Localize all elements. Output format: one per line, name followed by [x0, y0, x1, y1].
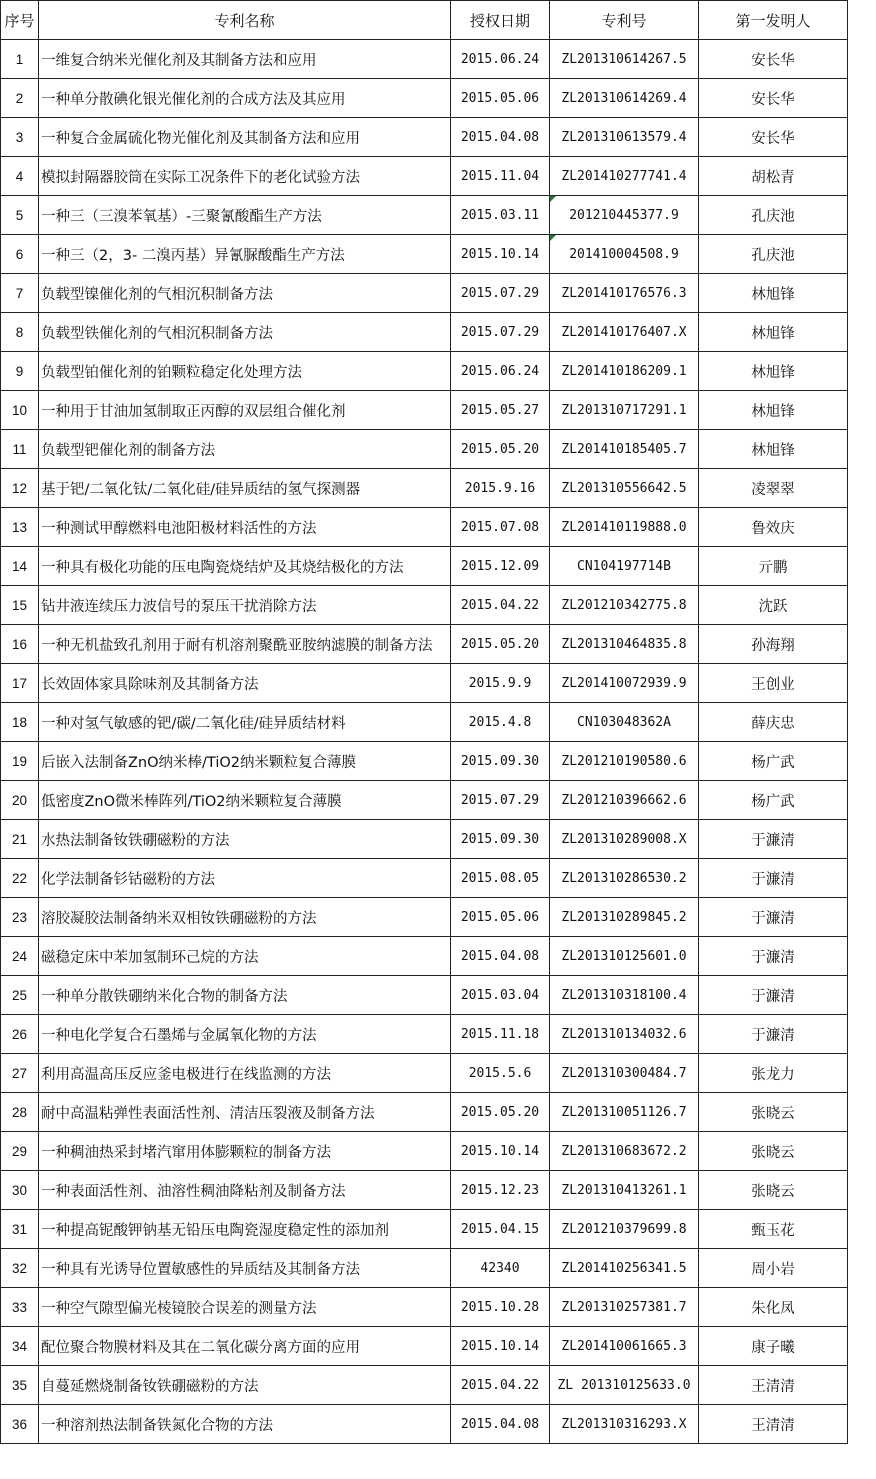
cell-first-inventor[interactable]: 于濂清: [699, 898, 848, 937]
cell-patent-name[interactable]: 钻井液连续压力波信号的泵压干扰消除方法: [39, 586, 451, 625]
cell-error-indicator-icon[interactable]: [550, 235, 556, 241]
cell-patent-name[interactable]: 化学法制备钐钴磁粉的方法: [39, 859, 451, 898]
cell-patent-number[interactable]: ZL201410185405.7: [550, 430, 699, 469]
cell-first-inventor[interactable]: 张晓云: [699, 1132, 848, 1171]
cell-first-inventor[interactable]: 薛庆忠: [699, 703, 848, 742]
cell-patent-name[interactable]: 一种空气隙型偏光棱镜胶合误差的测量方法: [39, 1288, 451, 1327]
cell-first-inventor[interactable]: 周小岩: [699, 1249, 848, 1288]
cell-patent-name[interactable]: 一种用于甘油加氢制取正丙醇的双层组合催化剂: [39, 391, 451, 430]
cell-patent-number[interactable]: ZL201310464835.8: [550, 625, 699, 664]
table-row: [1, 976, 848, 1015]
cell-grant-date[interactable]: 2015.12.09: [451, 547, 550, 586]
cell-seq[interactable]: 32: [1, 1249, 39, 1288]
cell-patent-number[interactable]: ZL201310318100.4: [550, 976, 699, 1015]
cell-first-inventor[interactable]: 王清清: [699, 1405, 848, 1444]
cell-first-inventor[interactable]: 林旭锋: [699, 391, 848, 430]
cell-seq[interactable]: 12: [1, 469, 39, 508]
cell-seq[interactable]: 30: [1, 1171, 39, 1210]
table-row: [1, 1366, 848, 1405]
cell-patent-number[interactable]: ZL201410072939.9: [550, 664, 699, 703]
cell-error-indicator-icon[interactable]: [550, 196, 556, 202]
cell-seq[interactable]: 17: [1, 664, 39, 703]
cell-patent-name[interactable]: 模拟封隔器胶筒在实际工况条件下的老化试验方法: [39, 157, 451, 196]
table-row: [1, 1171, 848, 1210]
cell-patent-name[interactable]: 一种溶剂热法制备铁氮化合物的方法: [39, 1405, 451, 1444]
cell-patent-number[interactable]: CN103048362A: [550, 703, 699, 742]
cell-grant-date[interactable]: 2015.12.23: [451, 1171, 550, 1210]
table-row: [1, 937, 848, 976]
cell-patent-name[interactable]: 一种无机盐致孔剂用于耐有机溶剂聚酰亚胺纳滤膜的制备方法: [39, 625, 451, 664]
cell-patent-number[interactable]: ZL201310413261.1: [550, 1171, 699, 1210]
cell-patent-number[interactable]: ZL201410176576.3: [550, 274, 699, 313]
cell-patent-name[interactable]: 一种提高铌酸钾钠基无铅压电陶瓷湿度稳定性的添加剂: [39, 1210, 451, 1249]
cell-patent-number[interactable]: ZL201210342775.8: [550, 586, 699, 625]
header-patent-name[interactable]: 专利名称: [39, 1, 451, 40]
cell-seq[interactable]: 8: [1, 313, 39, 352]
cell-grant-date[interactable]: 2015.04.22: [451, 586, 550, 625]
table-row: [1, 898, 848, 937]
cell-first-inventor[interactable]: 安长华: [699, 79, 848, 118]
cell-patent-number[interactable]: ZL201310316293.X: [550, 1405, 699, 1444]
cell-patent-number[interactable]: ZL 201310125633.0: [550, 1366, 699, 1405]
table-row: [1, 469, 848, 508]
cell-first-inventor[interactable]: 杨广武: [699, 742, 848, 781]
header-seq[interactable]: 序号: [1, 1, 39, 40]
cell-grant-date[interactable]: 2015.07.29: [451, 313, 550, 352]
cell-patent-name[interactable]: 一种单分散碘化银光催化剂的合成方法及其应用: [39, 79, 451, 118]
cell-patent-name[interactable]: 一种测试甲醇燃料电池阳极材料活性的方法: [39, 508, 451, 547]
cell-first-inventor[interactable]: 甄玉花: [699, 1210, 848, 1249]
cell-grant-date[interactable]: 2015.10.14: [451, 1327, 550, 1366]
table-row: [1, 742, 848, 781]
cell-seq[interactable]: 29: [1, 1132, 39, 1171]
cell-first-inventor[interactable]: 康子曦: [699, 1327, 848, 1366]
cell-first-inventor[interactable]: 鲁效庆: [699, 508, 848, 547]
cell-patent-number[interactable]: ZL201410061665.3: [550, 1327, 699, 1366]
cell-patent-name[interactable]: 后嵌入法制备ZnO纳米棒/TiO2纳米颗粒复合薄膜: [39, 742, 451, 781]
cell-first-inventor[interactable]: 孙海翔: [699, 625, 848, 664]
cell-seq[interactable]: 23: [1, 898, 39, 937]
cell-grant-date[interactable]: 2015.07.29: [451, 781, 550, 820]
cell-patent-number[interactable]: ZL201310125601.0: [550, 937, 699, 976]
cell-seq[interactable]: 31: [1, 1210, 39, 1249]
cell-patent-name[interactable]: 长效固体家具除味剂及其制备方法: [39, 664, 451, 703]
cell-first-inventor[interactable]: 孔庆池: [699, 196, 848, 235]
table-row: [1, 1015, 848, 1054]
cell-seq[interactable]: 7: [1, 274, 39, 313]
cell-patent-number[interactable]: 201410004508.9: [550, 235, 699, 274]
cell-first-inventor[interactable]: 林旭锋: [699, 274, 848, 313]
cell-patent-number[interactable]: ZL201310614267.5: [550, 40, 699, 79]
table-row: [1, 547, 848, 586]
cell-patent-name[interactable]: 基于钯/二氧化钛/二氧化硅/硅异质结的氢气探测器: [39, 469, 451, 508]
table-row: [1, 352, 848, 391]
cell-seq[interactable]: 20: [1, 781, 39, 820]
cell-first-inventor[interactable]: 于濂清: [699, 1015, 848, 1054]
cell-seq[interactable]: 25: [1, 976, 39, 1015]
table-row: [1, 586, 848, 625]
cell-seq[interactable]: 3: [1, 118, 39, 157]
cell-grant-date[interactable]: 2015.9.16: [451, 469, 550, 508]
cell-grant-date[interactable]: 2015.04.22: [451, 1366, 550, 1405]
table-row: [1, 1054, 848, 1093]
cell-seq[interactable]: 19: [1, 742, 39, 781]
table-row: [1, 703, 848, 742]
table-row: [1, 40, 848, 79]
cell-seq[interactable]: 27: [1, 1054, 39, 1093]
cell-first-inventor[interactable]: 于濂清: [699, 859, 848, 898]
cell-grant-date[interactable]: 2015.07.29: [451, 274, 550, 313]
cell-seq[interactable]: 5: [1, 196, 39, 235]
cell-seq[interactable]: 2: [1, 79, 39, 118]
cell-seq[interactable]: 13: [1, 508, 39, 547]
cell-grant-date[interactable]: 2015.10.14: [451, 1132, 550, 1171]
cell-patent-number[interactable]: ZL201310683672.2: [550, 1132, 699, 1171]
cell-patent-number[interactable]: ZL201310289845.2: [550, 898, 699, 937]
cell-first-inventor[interactable]: 张龙力: [699, 1054, 848, 1093]
cell-seq[interactable]: 22: [1, 859, 39, 898]
table-row: [1, 820, 848, 859]
cell-patent-number[interactable]: 201210445377.9: [550, 196, 699, 235]
table-row: [1, 1288, 848, 1327]
cell-patent-number[interactable]: ZL201210379699.8: [550, 1210, 699, 1249]
cell-patent-number[interactable]: ZL201410176407.X: [550, 313, 699, 352]
cell-grant-date[interactable]: 2015.4.8: [451, 703, 550, 742]
cell-seq[interactable]: 18: [1, 703, 39, 742]
cell-first-inventor[interactable]: 孔庆池: [699, 235, 848, 274]
cell-grant-date[interactable]: 2015.10.28: [451, 1288, 550, 1327]
table-row: [1, 664, 848, 703]
cell-first-inventor[interactable]: 凌翠翠: [699, 469, 848, 508]
table-row: [1, 1210, 848, 1249]
cell-patent-name[interactable]: 一种对氢气敏感的钯/碳/二氧化硅/硅异质结材料: [39, 703, 451, 742]
cell-seq[interactable]: 21: [1, 820, 39, 859]
header-grant-date[interactable]: 授权日期: [451, 1, 550, 40]
cell-patent-name[interactable]: 一种电化学复合石墨烯与金属氧化物的方法: [39, 1015, 451, 1054]
cell-grant-date[interactable]: 2015.03.04: [451, 976, 550, 1015]
cell-first-inventor[interactable]: 亓鹏: [699, 547, 848, 586]
header-first-inventor[interactable]: 第一发明人: [699, 1, 848, 40]
cell-seq[interactable]: 33: [1, 1288, 39, 1327]
cell-grant-date[interactable]: 2015.11.04: [451, 157, 550, 196]
cell-first-inventor[interactable]: 林旭锋: [699, 313, 848, 352]
cell-grant-date[interactable]: 2015.05.27: [451, 391, 550, 430]
cell-first-inventor[interactable]: 于濂清: [699, 820, 848, 859]
table-row: [1, 508, 848, 547]
table-row: [1, 1093, 848, 1132]
table-row: [1, 859, 848, 898]
cell-grant-date[interactable]: 2015.04.08: [451, 1405, 550, 1444]
cell-patent-name[interactable]: 一种具有极化功能的压电陶瓷烧结炉及其烧结极化的方法: [39, 547, 451, 586]
table-row: [1, 157, 848, 196]
cell-first-inventor[interactable]: 安长华: [699, 40, 848, 79]
header-row: [1, 1, 848, 40]
cell-grant-date[interactable]: 2015.06.24: [451, 352, 550, 391]
cell-patent-name[interactable]: 磁稳定床中苯加氢制环己烷的方法: [39, 937, 451, 976]
table-row: [1, 1249, 848, 1288]
cell-first-inventor[interactable]: 林旭锋: [699, 352, 848, 391]
cell-patent-number[interactable]: ZL201310134032.6: [550, 1015, 699, 1054]
cell-grant-date[interactable]: 2015.11.18: [451, 1015, 550, 1054]
cell-first-inventor[interactable]: 王清清: [699, 1366, 848, 1405]
cell-patent-number[interactable]: ZL201310556642.5: [550, 469, 699, 508]
table-row: [1, 391, 848, 430]
cell-seq[interactable]: 35: [1, 1366, 39, 1405]
header-patent-number[interactable]: 专利号: [550, 1, 699, 40]
table-row: [1, 118, 848, 157]
cell-first-inventor[interactable]: 于濂清: [699, 937, 848, 976]
cell-seq[interactable]: 4: [1, 157, 39, 196]
cell-first-inventor[interactable]: 林旭锋: [699, 430, 848, 469]
cell-first-inventor[interactable]: 安长华: [699, 118, 848, 157]
cell-first-inventor[interactable]: 王创业: [699, 664, 848, 703]
cell-patent-name[interactable]: 自蔓延燃烧制备钕铁硼磁粉的方法: [39, 1366, 451, 1405]
table-row: [1, 313, 848, 352]
cell-patent-name[interactable]: 负载型铁催化剂的气相沉积制备方法: [39, 313, 451, 352]
cell-grant-date[interactable]: 2015.10.14: [451, 235, 550, 274]
cell-patent-name[interactable]: 溶胶凝胶法制备纳米双相钕铁硼磁粉的方法: [39, 898, 451, 937]
cell-grant-date[interactable]: 2015.04.08: [451, 937, 550, 976]
cell-grant-date[interactable]: 2015.08.05: [451, 859, 550, 898]
table-row: [1, 625, 848, 664]
cell-seq[interactable]: 1: [1, 40, 39, 79]
cell-patent-name[interactable]: 一种表面活性剂、油溶性稠油降粘剂及制备方法: [39, 1171, 451, 1210]
cell-first-inventor[interactable]: 杨广武: [699, 781, 848, 820]
cell-grant-date[interactable]: 2015.07.08: [451, 508, 550, 547]
cell-seq[interactable]: 34: [1, 1327, 39, 1366]
cell-seq[interactable]: 9: [1, 352, 39, 391]
cell-patent-number[interactable]: ZL201210190580.6: [550, 742, 699, 781]
cell-first-inventor[interactable]: 沈跃: [699, 586, 848, 625]
cell-grant-date[interactable]: 2015.05.06: [451, 898, 550, 937]
table-row: [1, 1405, 848, 1444]
cell-patent-name[interactable]: 一种三（2，3- 二溴丙基）异氰脲酸酯生产方法: [39, 235, 451, 274]
cell-first-inventor[interactable]: 于濂清: [699, 976, 848, 1015]
patent-table-body: [1, 40, 848, 1444]
cell-grant-date[interactable]: 2015.05.20: [451, 430, 550, 469]
cell-patent-number[interactable]: ZL201310051126.7: [550, 1093, 699, 1132]
cell-patent-number[interactable]: ZL201210396662.6: [550, 781, 699, 820]
cell-patent-name[interactable]: 配位聚合物膜材料及其在二氧化碳分离方面的应用: [39, 1327, 451, 1366]
cell-patent-name[interactable]: 一种三（三溴苯氧基）-三聚氰酸酯生产方法: [39, 196, 451, 235]
cell-seq[interactable]: 15: [1, 586, 39, 625]
cell-patent-name[interactable]: 一种复合金属硫化物光催化剂及其制备方法和应用: [39, 118, 451, 157]
table-row: [1, 430, 848, 469]
cell-patent-number[interactable]: CN104197714B: [550, 547, 699, 586]
cell-patent-name[interactable]: 低密度ZnO微米棒阵列/TiO2纳米颗粒复合薄膜: [39, 781, 451, 820]
cell-seq[interactable]: 11: [1, 430, 39, 469]
cell-patent-name[interactable]: 一维复合纳米光催化剂及其制备方法和应用: [39, 40, 451, 79]
cell-patent-number[interactable]: ZL201310717291.1: [550, 391, 699, 430]
cell-grant-date[interactable]: 2015.04.08: [451, 118, 550, 157]
table-row: [1, 1132, 848, 1171]
cell-patent-number[interactable]: ZL201410256341.5: [550, 1249, 699, 1288]
cell-patent-name[interactable]: 一种稠油热采封堵汽窜用体膨颗粒的制备方法: [39, 1132, 451, 1171]
cell-patent-number[interactable]: ZL201310257381.7: [550, 1288, 699, 1327]
cell-seq[interactable]: 14: [1, 547, 39, 586]
cell-grant-date[interactable]: 2015.05.20: [451, 625, 550, 664]
cell-first-inventor[interactable]: 张晓云: [699, 1171, 848, 1210]
cell-grant-date[interactable]: 2015.09.30: [451, 820, 550, 859]
cell-grant-date[interactable]: 2015.09.30: [451, 742, 550, 781]
cell-grant-date[interactable]: 2015.5.6: [451, 1054, 550, 1093]
cell-patent-number[interactable]: ZL201310300484.7: [550, 1054, 699, 1093]
cell-seq[interactable]: 6: [1, 235, 39, 274]
cell-grant-date[interactable]: 42340: [451, 1249, 550, 1288]
cell-grant-date[interactable]: 2015.9.9: [451, 664, 550, 703]
cell-seq[interactable]: 16: [1, 625, 39, 664]
cell-patent-number[interactable]: ZL201410119888.0: [550, 508, 699, 547]
cell-grant-date[interactable]: 2015.05.06: [451, 79, 550, 118]
table-row: [1, 1327, 848, 1366]
cell-seq[interactable]: 26: [1, 1015, 39, 1054]
cell-patent-name[interactable]: 负载型镍催化剂的气相沉积制备方法: [39, 274, 451, 313]
cell-patent-name[interactable]: 负载型钯催化剂的制备方法: [39, 430, 451, 469]
table-row: [1, 196, 848, 235]
cell-first-inventor[interactable]: 胡松青: [699, 157, 848, 196]
cell-patent-name[interactable]: 水热法制备钕铁硼磁粉的方法: [39, 820, 451, 859]
cell-seq[interactable]: 36: [1, 1405, 39, 1444]
cell-patent-name[interactable]: 一种单分散铁硼纳米化合物的制备方法: [39, 976, 451, 1015]
cell-patent-number[interactable]: ZL201310286530.2: [550, 859, 699, 898]
cell-seq[interactable]: 28: [1, 1093, 39, 1132]
cell-patent-number[interactable]: ZL201410186209.1: [550, 352, 699, 391]
cell-patent-number[interactable]: ZL201310289008.X: [550, 820, 699, 859]
cell-grant-date[interactable]: 2015.06.24: [451, 40, 550, 79]
cell-first-inventor[interactable]: 朱化凤: [699, 1288, 848, 1327]
cell-patent-number[interactable]: ZL201310613579.4: [550, 118, 699, 157]
cell-seq[interactable]: 24: [1, 937, 39, 976]
cell-grant-date[interactable]: 2015.03.11: [451, 196, 550, 235]
table-row: [1, 235, 848, 274]
cell-grant-date[interactable]: 2015.05.20: [451, 1093, 550, 1132]
cell-patent-number[interactable]: ZL201410277741.4: [550, 157, 699, 196]
table-row: [1, 79, 848, 118]
cell-patent-name[interactable]: 耐中高温粘弹性表面活性剂、清洁压裂液及制备方法: [39, 1093, 451, 1132]
cell-first-inventor[interactable]: 张晓云: [699, 1093, 848, 1132]
table-row: [1, 274, 848, 313]
cell-patent-name[interactable]: 负载型铂催化剂的铂颗粒稳定化处理方法: [39, 352, 451, 391]
cell-seq[interactable]: 10: [1, 391, 39, 430]
table-row: [1, 781, 848, 820]
cell-grant-date[interactable]: 2015.04.15: [451, 1210, 550, 1249]
cell-patent-name[interactable]: 一种具有光诱导位置敏感性的异质结及其制备方法: [39, 1249, 451, 1288]
cell-patent-name[interactable]: 利用高温高压反应釜电极进行在线监测的方法: [39, 1054, 451, 1093]
cell-patent-number[interactable]: ZL201310614269.4: [550, 79, 699, 118]
